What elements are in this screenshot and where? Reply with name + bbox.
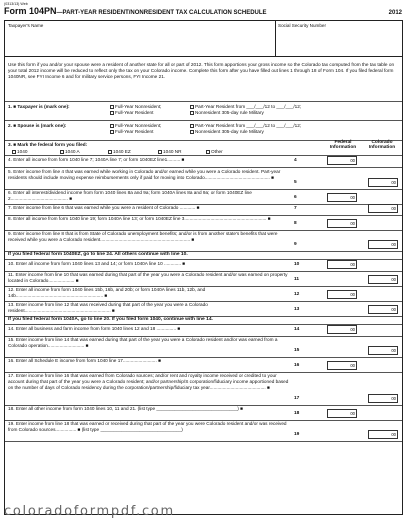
line-14 [8,326,402,335]
line-8-number: 8 [294,221,297,226]
line-19-number: 19 [294,432,300,437]
option-label: Full-Year Nonresident; [115,123,162,128]
line-18-number: 18 [294,411,300,416]
line-15-text: 15. Enter income from line 14 that was earned during that part of the year you were a Colorado resident and/or was earned from a Colorado operation............................ ■ [8,337,278,348]
checkbox[interactable] [190,124,194,128]
checkbox[interactable] [60,150,64,154]
colorado-column-header: Colorado Information [368,140,396,150]
option-label: Other [211,149,223,154]
option-label: Part-Year Resident from ___/___/12 to ___/___/12; [195,123,302,128]
line-17-amount-field[interactable]: 00 [368,394,398,403]
header-row [5,21,402,57]
line-14-text: 14. Enter all business and farm income from form 1040 lines 12 and 18 ............... ■ [8,326,181,331]
section-instruction: If you filed federal form 1040EZ, go to line 24. All others continue with line 10. [8,252,188,257]
checkbox[interactable] [158,150,162,154]
line-5 [8,169,402,188]
form-title [4,6,402,16]
divider [5,120,402,121]
taxpayer-name-label: Taxpayer's Name [8,23,44,28]
federal-column-header: Federal Information [329,140,357,150]
form-year: 2012 [388,10,402,16]
line-10 [8,261,402,270]
line-14-number: 14 [294,327,300,332]
line-16-text: 16. Enter all Schedule E income from form 1040 line 17.......................... ■ [8,358,161,363]
line-10-number: 10 [294,262,300,267]
option-label: 1040 [17,149,28,154]
line-13-number: 13 [294,307,300,312]
checkbox[interactable] [110,111,114,115]
line-16 [8,358,402,371]
checkbox[interactable] [110,130,114,134]
line-4-amount-field[interactable]: 00 [327,156,357,165]
line-17-number: 17 [294,396,300,401]
option-label: 1040 NR [163,149,182,154]
line-7-amount-field[interactable]: 00 [368,204,398,213]
line-18-amount-field[interactable]: 00 [327,409,357,418]
line-16-number: 16 [294,363,300,368]
line-13 [8,302,402,315]
title-desc: —PART-YEAR RESIDENT/NONRESIDENT TAX CALCULATION SCHEDULE [56,10,267,16]
form-body [4,20,403,515]
option-label: 1040 EZ [113,149,131,154]
line-8-text: 8. Enter all income from form 1040 line 19; form 1040A line 13; or form 1040EZ line 3............................................................... ■ [8,216,271,221]
header-divider [275,21,276,57]
line-7-number: 7 [294,206,297,211]
line-18-text: 18. Enter all other income from form 1040 lines 10, 11 and 21. (list type _______________________________) ■ [8,406,243,411]
line-13-text: 13. Enter income from line 12 that was received during that part of the year you were a Colorado resident.................................................................. ■ [8,302,208,313]
option-label: 1040 A [65,149,80,154]
line-4-number: 4 [294,158,297,163]
title-text [4,6,267,16]
line-6-amount-field[interactable]: 00 [327,193,357,202]
line-19 [8,421,402,440]
intro-paragraph: Use this form if you and/or your spouse were a resident of another state for all or part of 2012. This form apportions your gross income so the Colorado tax computed from the tax table on your total 2012 income will be reduced to reflect only the tax on your Colorado income. Complete this form after you have filled out lines 1 through 18 of Form 104. If you filed federal form 1040NR, see FYI Income 6 and for military service persons, FYI Income 21. [8,62,395,79]
line-6-text: 6. Enter all interest/dividend income from form 1040 lines 8a and 9a; form 1040A lines 8a and 9a; or form 1040EZ line 2............................................ ■ [8,190,252,201]
line-11-number: 11 [294,277,300,282]
ssn-label: Social Security Number [278,23,326,28]
line-4 [8,157,402,166]
line-6 [8,190,402,203]
checkbox[interactable] [190,130,194,134]
line-12-number: 12 [294,292,300,297]
section-instruction: If you filed federal form 1040A, go to line 20. If you filed form 1040, continue with line 14. [8,317,213,322]
line-13-amount-field[interactable]: 00 [368,305,398,314]
line-1-opt-military[interactable] [190,110,264,116]
line-12-text: 12. Enter all income from form 1040 lines 15b, 16b, and 20b; or form 1040A lines 11b, 12b, and 14b................................................................... ■ [8,287,206,298]
line-9-amount-field[interactable]: 00 [368,240,398,249]
option-label: Full-Year Resident [115,129,154,134]
line-2-opt-military[interactable] [190,129,264,135]
line-14-amount-field[interactable]: 00 [327,325,357,334]
line-11 [8,272,402,285]
line-9-text: 9. Enter income from line 8 that is from State of Colorado unemployment benefits; and/or is from another state's benefits that were received while you were a Colorado resident..................................................................... ■ [8,231,278,242]
line-19-text: 19. Enter income from line 18 that was earned or received during that part of the year you were Colorado resident and/or was received from Colorado sources................ ■ (list type _______________________________) [8,421,287,432]
line-11-text: 11. Enter income from line 10 that was earned during that part of the year you were a Colorado resident and/or was earned on property located in Colorado.................... ■ [8,272,288,283]
line-5-text: 5. Enter income from line 4 that was earned while working in Colorado and/or earned while you were a Colorado resident. Part-year residents should include moving expense reimbursements only if paid for moving into Colorado.................................................. ■ [8,169,281,180]
line-15 [8,337,402,356]
line-5-amount-field[interactable]: 00 [368,178,398,187]
line-5-number: 5 [294,180,297,185]
line-7 [8,205,402,214]
line-6-number: 6 [294,195,297,200]
line-12 [8,287,402,300]
line-10-amount-field[interactable]: 00 [327,260,357,269]
checkbox[interactable] [206,150,210,154]
line-2-opt-fy-res[interactable] [110,129,153,135]
checkbox[interactable] [110,124,114,128]
line-1 [8,104,402,118]
option-label: Full-Year Nonresident; [115,104,162,109]
watermark: coloradoformpdf.com [4,504,175,519]
form-number: Form 104PN [4,6,57,16]
line-17 [8,373,402,404]
divider [5,101,402,102]
line-3-label: 3. ■ Mark the federal form you filed: [8,142,88,147]
checkbox[interactable] [12,150,16,154]
line-19-amount-field[interactable]: 00 [368,430,398,439]
checkbox[interactable] [108,150,112,154]
line-10-text: 10. Enter all income from form 1040 lines 13 and 14; or form 1040A line 10 ............. ■ [8,261,186,266]
checkbox[interactable] [190,105,194,109]
line-9-number: 9 [294,242,297,247]
option-label: Nonresident 305-day rule Military [195,129,264,134]
line-2 [8,123,402,137]
checkbox[interactable] [190,111,194,115]
divider [5,441,402,442]
line-4-text: 4. Enter all income from form 1040 line 7; 1040A line 7; or form 1040EZ line1.......... ■ [8,157,185,162]
line-1-opt-fy-res[interactable] [110,110,153,116]
line-8 [8,216,402,229]
line-8-amount-field[interactable]: 00 [327,219,357,228]
form-code: (0313/13) Web [4,2,28,6]
checkbox[interactable] [110,105,114,109]
line-15-number: 15 [294,348,300,353]
divider [5,167,402,168]
line-15-amount-field[interactable]: 00 [368,346,398,355]
line-9 [8,231,402,250]
option-label: Nonresident 305-day rule Military [195,110,264,115]
line-12-amount-field[interactable]: 00 [327,290,357,299]
option-label: Part-Year Resident from ___/___/12 to ___/___/12; [195,104,302,109]
line-18 [8,406,402,419]
line-1-label: 1. ■ Taxpayer is (mark one): [8,104,70,109]
line-2-label: 2. ■ Spouse is (mark one): [8,123,67,128]
option-label: Full-Year Resident [115,110,154,115]
line-7-text: 7. Enter income from line 6 that was earned while you were a resident of Colorado ............ ■ [8,205,200,210]
line-16-amount-field[interactable]: 00 [327,361,357,370]
line-11-amount-field[interactable]: 00 [368,275,398,284]
line-17-text: 17. Enter income from line 16 that was earned from Colorado sources; and/or rent and royalty income received or credited to your account during that part of the year you were a Colorado resident; and/or partnership/S corporation/fiduciary income apportioned based on the number of days of Colorado residency during the corporation/partnership/fiduciary tax year........................................... ■ [8,373,289,390]
